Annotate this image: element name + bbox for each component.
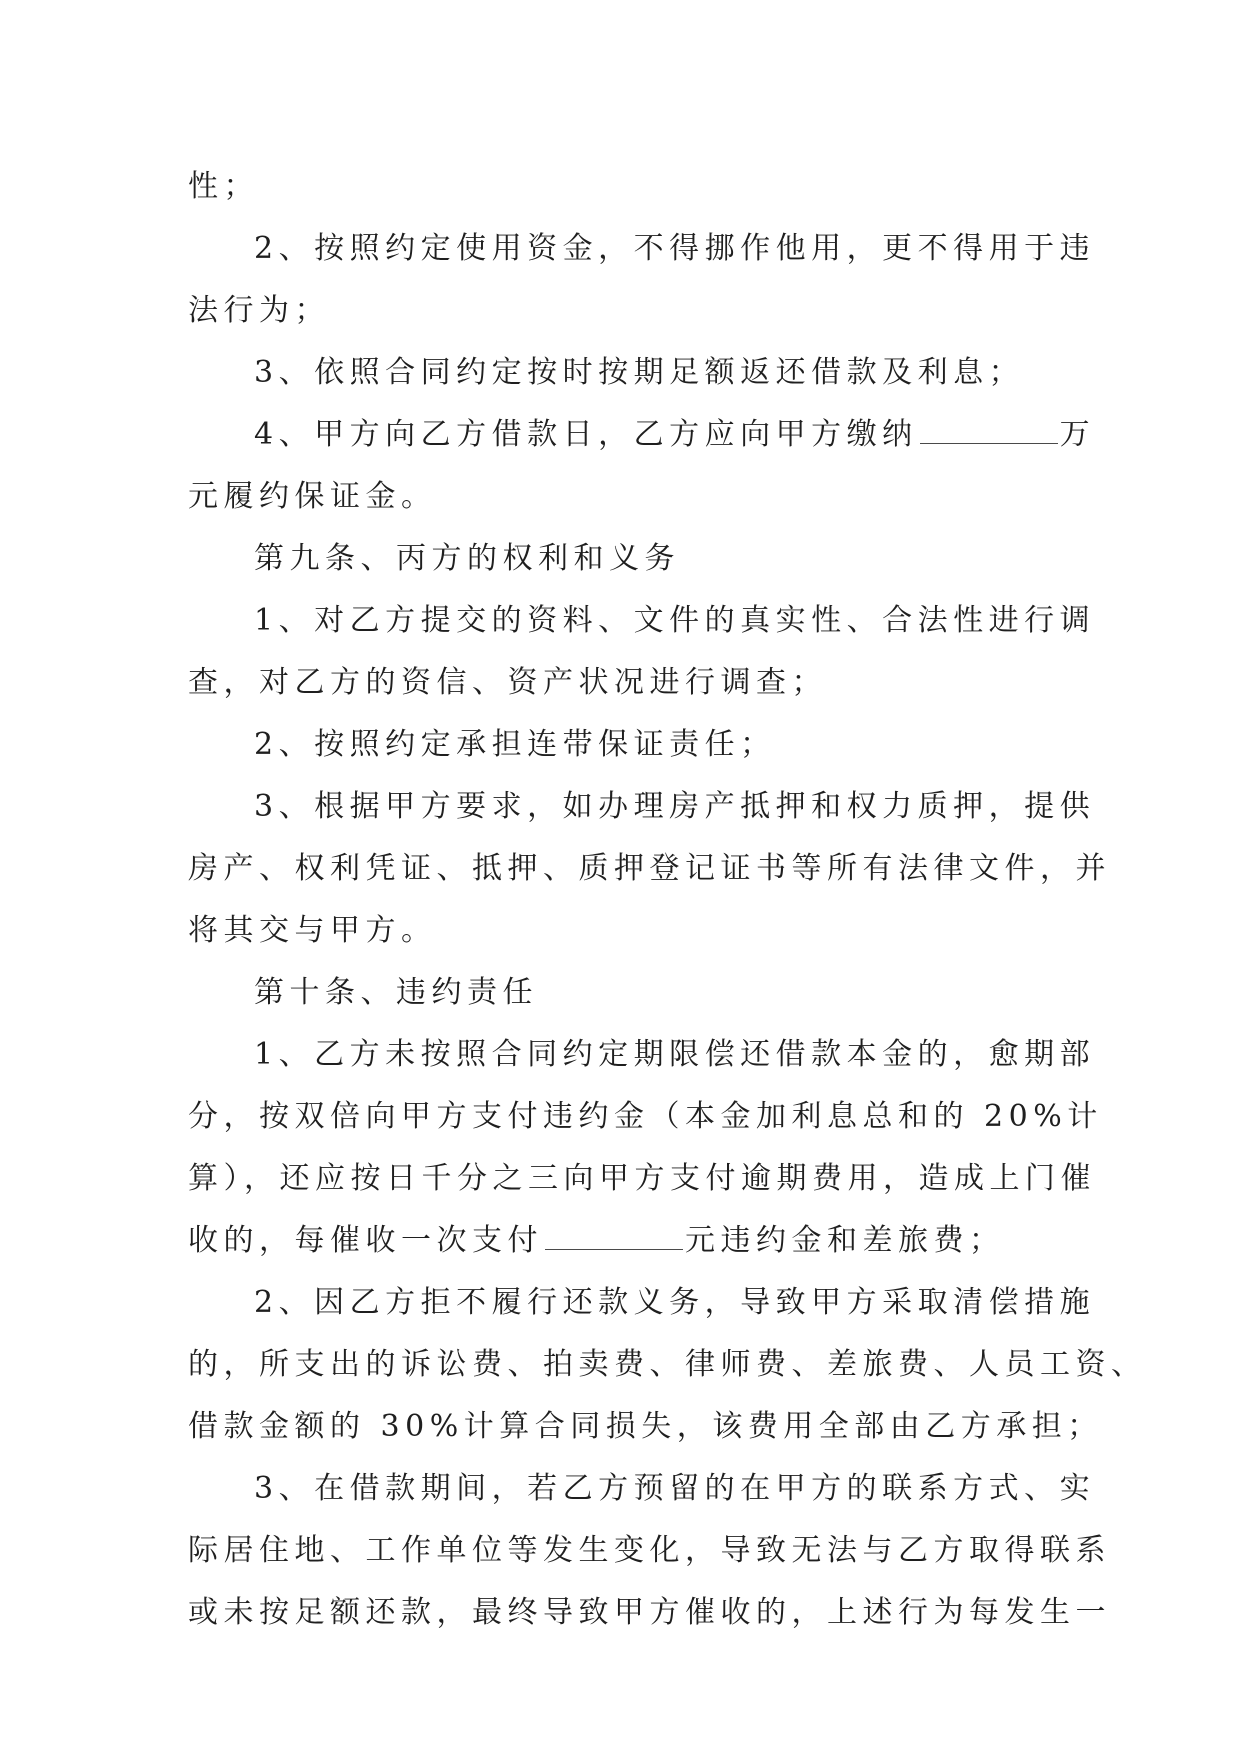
- text-segment: 元违约金和差旅费；: [685, 1223, 1005, 1258]
- text-line: 的，所支出的诉讼费、拍卖费、律师费、差旅费、人员工资、: [188, 1347, 1147, 1382]
- paragraph-line: 3、在借款期间，若乙方预留的在甲方的联系方式、实: [254, 1471, 1096, 1506]
- paragraph-line: 3、依照合同约定按时按期足额返还借款及利息；: [254, 355, 1025, 390]
- text-line: 查，对乙方的资信、资产状况进行调查；: [188, 665, 827, 700]
- text-line: 将其交与甲方。: [188, 913, 437, 948]
- fill-in-blank: [920, 421, 1058, 444]
- text-segment: 万: [1059, 417, 1096, 452]
- paragraph-line-with-blank: [188, 404, 1096, 466]
- text-line: 算），还应按日千分之三向甲方支付逾期费用，造成上门催: [188, 1161, 1096, 1196]
- text-line: 性；: [188, 169, 259, 204]
- text-line-with-blank: [188, 1210, 1068, 1272]
- paragraph-line: 1、乙方未按照合同约定期限偿还借款本金的，愈期部: [254, 1037, 1096, 1072]
- text-line: 分，按双倍向甲方支付违约金（本金加利息总和的 20%计: [188, 1099, 1103, 1134]
- fill-in-blank: [545, 1227, 683, 1250]
- text-line: 法行为；: [188, 293, 330, 328]
- text-line: 或未按足额还款，最终导致甲方催收的，上述行为每发生一: [188, 1595, 1111, 1630]
- text-segment: 4、甲方向乙方借款日，乙方应向甲方缴纳: [254, 417, 918, 452]
- text-line: 借款金额的 30%计算合同损失，该费用全部由乙方承担；: [188, 1409, 1103, 1444]
- text-line: 际居住地、工作单位等发生变化，导致无法与乙方取得联系: [188, 1533, 1111, 1568]
- paragraph-line: 3、根据甲方要求，如办理房产抵押和权力质押，提供: [254, 789, 1096, 824]
- section-heading: 第十条、违约责任: [254, 975, 538, 1010]
- paragraph-line: 2、按照约定使用资金，不得挪作他用，更不得用于违: [254, 231, 1096, 266]
- paragraph-line: 2、因乙方拒不履行还款义务，导致甲方采取清偿措施: [254, 1285, 1096, 1320]
- text-line: 元履约保证金。: [188, 479, 437, 514]
- section-heading: 第九条、丙方的权利和义务: [254, 541, 680, 576]
- paragraph-line: 2、按照约定承担连带保证责任；: [254, 727, 776, 762]
- text-line: 房产、权利凭证、抵押、质押登记证书等所有法律文件，并: [188, 851, 1111, 886]
- document-body: [188, 156, 1147, 1644]
- paragraph-line: 1、对乙方提交的资料、文件的真实性、合法性进行调: [254, 603, 1096, 638]
- text-segment: 收的，每催收一次支付: [188, 1223, 543, 1258]
